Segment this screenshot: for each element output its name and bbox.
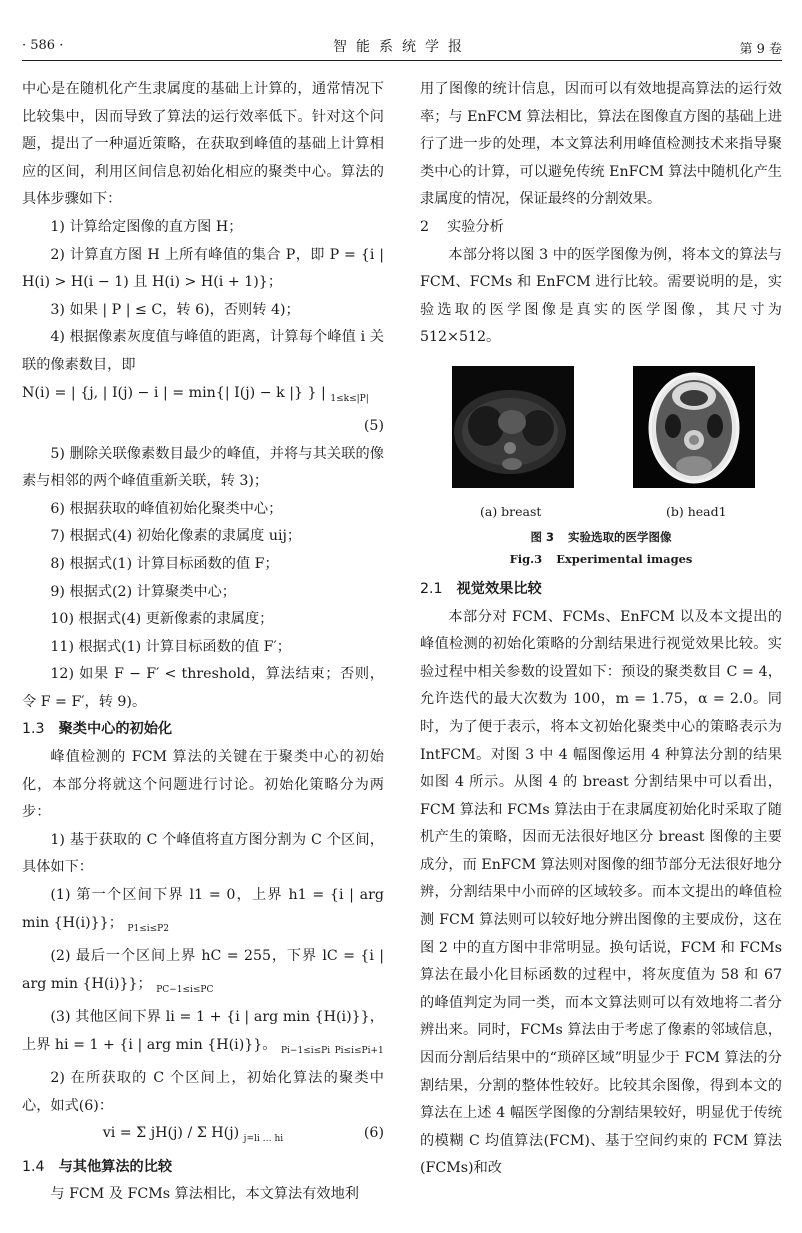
interval-item-text: (2) 最后一个区间上界 hC = 255，下界 lC = {i | arg min {H(i)}}； (22, 948, 384, 992)
interval-item-subscript: PC−1≤i≤PC (156, 984, 214, 995)
section-number: 1.4 (22, 1158, 45, 1175)
left-column (22, 76, 384, 1209)
section-heading-2 (420, 214, 782, 242)
paragraph: 中心是在随机化产生隶属度的基础上计算的，通常情况下比较集中，因而导致了算法的运行效率低下。针对这个问题，提出了一种逼近策略，在获取到峰值的基础上计算相应的区间，利用区间信息初始化相应的聚类中心。算法的具体步骤如下： (22, 81, 384, 208)
head-ct-image (633, 366, 755, 488)
equation-5-number: (5) (363, 417, 384, 434)
algorithm-step: 10) 根据式(4) 更新像素的隶属度； (50, 611, 274, 628)
algorithm-step: 1) 计算给定图像的直方图 H； (50, 218, 243, 235)
interval-item-3 (22, 1004, 384, 1065)
algorithm-step: 3) 如果 | P | ≤ C，转 6)，否则转 4)； (50, 301, 300, 318)
right-column (420, 76, 782, 1183)
section-heading-1-3 (22, 716, 384, 744)
interval-item-text: (3) 其他区间下界 li = 1 + {i | arg min {H(i)}}，上界 hi = 1 + {i | arg min {H(i)}}。 (22, 1009, 384, 1053)
section-heading-2-1 (420, 576, 782, 604)
figure-caption-text: 实验选取的医学图像 (568, 529, 672, 544)
section-title: 实验分析 (447, 218, 504, 235)
paragraph: 1) 基于获取的 C 个峰值将直方图分割为 C 个区间，具体如下： (22, 831, 384, 876)
figure-caption-number: Fig.3 (509, 551, 543, 566)
paragraph: 峰值检测的 FCM 算法的关键在于聚类中心的初始化，本部分将就这个问题进行讨论。初始化策略分为两步： (22, 749, 384, 821)
algorithm-step: 11) 根据式(1) 计算目标函数的值 F′； (50, 638, 291, 655)
interval-item-2 (22, 943, 384, 1004)
algorithm-step: 5) 删除关联像素数目最少的峰值，并将与其关联的像素与相邻的两个峰值重新关联，转 3)； (22, 445, 384, 490)
algorithm-step: 7) 根据式(4) 初始化像素的隶属度 uij； (50, 528, 302, 545)
section-title: 视觉效果比较 (456, 580, 542, 597)
algorithm-step: 9) 根据式(2) 计算聚类中心； (50, 583, 236, 600)
figure-caption-text: Experimental images (556, 551, 693, 566)
subcaption-b: (b) head1 (666, 503, 727, 519)
algorithm-step: 8) 根据式(1) 计算目标函数的值 F； (50, 555, 279, 572)
algorithm-step: 4) 根据像素灰度值与峰值的距离，计算每个峰值 i 关联的像素数目，即 (22, 329, 384, 373)
interval-item-subscript: P1≤i≤P2 (127, 923, 169, 934)
algorithm-step: 12) 如果 F − F′ < threshold，算法结束；否则，令 F = F′，转 9)。 (22, 666, 384, 710)
journal-name: 智能系统学报 (333, 39, 471, 55)
equation-6 (22, 1120, 384, 1153)
interval-item-subscript: Pi−1≤i≤Pi (281, 1045, 331, 1056)
interval-item-1 (22, 882, 384, 943)
paragraph: 本部分对 FCM、FCMs、EnFCM 以及本文提出的峰值检测的初始化策略的分割结果进行视觉效果比较。实验过程中相关参数的设置如下：预设的聚类数目 C = 4，允许迭代的最大次数为 100，m = 1.75，α = 2.0。同时，为了便于表示，将本文初始化聚类中心的策略表示为 IntFCM。对图 3 中 4 幅图像运用 4 种算法分割的结果如图 4 所示。从图 4 的 breast 分割结果中可以看出，FCM 算法和 FCMs 算法由于在隶属度初始化时采取了随机产生的策略，因而无法很好地区分 breast 图像的主要成分，而 EnFCM 算法则对图像的细节部分无法很好地分辨，分割结果中小而碎的区域较多。而本文提出的峰值检测 FCM 算法则可以较好地分辨出图像的主要成份，这在图 2 中的直方图中非常明显。换句话说，FCM 和 FCMs 算法在最小化目标函数的过程中，将灰度值为 58 和 67 的峰值判定为同一类，而本文算法则可以有效地将二者分辨出来。同时，FCMs 算法由于考虑了像素的邻域信息，因而分割后结果中的“琐碎区域”明显少于 FCM 算法的分割结果，分割的整体性较好。比较其余图像，得到本文的算法在上述 4 幅医学图像的分割结果较好，明显优于传统的模糊 C 均值算法(FCM)、基于空间约束的 FCM 算法(FCMs)和改 (420, 608, 782, 1177)
section-title: 与其他算法的比较 (58, 1158, 173, 1175)
algorithm-step: 2) 计算直方图 H 上所有峰值的集合 P，即 P = {i | H(i) > H(i − 1) 且 H(i) > H(i + 1)}； (22, 246, 384, 291)
equation-6-body: vi = Σ jH(j) / Σ H(j) (102, 1125, 240, 1142)
section-number: 1.3 (22, 721, 45, 738)
page-number: · 586 · (22, 38, 64, 53)
algorithm-step: 6) 根据获取的峰值初始化聚类中心； (50, 500, 283, 517)
paragraph: 用了图像的统计信息，因而可以有效地提高算法的运行效率；与 EnFCM 算法相比，算法在图像直方图的基础上进行了进一步的处理，本文算法利用峰值检测技术来指导聚类中心的计算，可以避免传统 EnFCM 算法中随机化产生隶属度的情况，保证最终的分割效果。 (420, 81, 782, 208)
equation-5-body: N(i) = | {j, | I(j) − i | = min{| I(j) − k |} } | (22, 384, 326, 401)
equation-5-subscript: 1≤k≤|P| (330, 393, 369, 404)
volume-label: 第 9 卷 (739, 42, 782, 57)
figure-subcaptions (420, 504, 782, 526)
figure-caption-number: 图 3 (530, 529, 554, 544)
section-title: 聚类中心的初始化 (58, 721, 173, 738)
section-number: 2.1 (420, 580, 443, 597)
paragraph: 与 FCM 及 FCMs 算法相比，本文算法有效地利 (50, 1186, 359, 1203)
paragraph: 本部分将以图 3 中的医学图像为例，将本文的算法与 FCM、FCMs 和 EnFCM 进行比较。需要说明的是，实验选取的医学图像是真实的医学图像，其尺寸为 512×512。 (420, 246, 782, 346)
figure-caption-cn (420, 526, 782, 548)
equation-6-limits: j=li … hi (243, 1134, 284, 1145)
equation-5 (22, 380, 384, 413)
equation-6-number: (6) (363, 1125, 384, 1142)
subcaption-a: (a) breast (480, 503, 542, 519)
interval-item-subscript: Pi≤i≤Pi+1 (334, 1045, 384, 1056)
section-heading-1-4 (22, 1154, 384, 1182)
section-number: 2 (420, 218, 430, 235)
breast-ct-image (452, 366, 574, 488)
figure-3 (420, 366, 782, 500)
running-header (22, 34, 782, 61)
paragraph: 2) 在所获取的 C 个区间上，初始化算法的聚类中心，如式(6)： (22, 1070, 384, 1114)
interval-item-text: (1) 第一个区间下界 l1 = 0，上界 h1 = {i | arg min {H(i)}}； (22, 887, 384, 931)
figure-caption-en (420, 548, 782, 570)
